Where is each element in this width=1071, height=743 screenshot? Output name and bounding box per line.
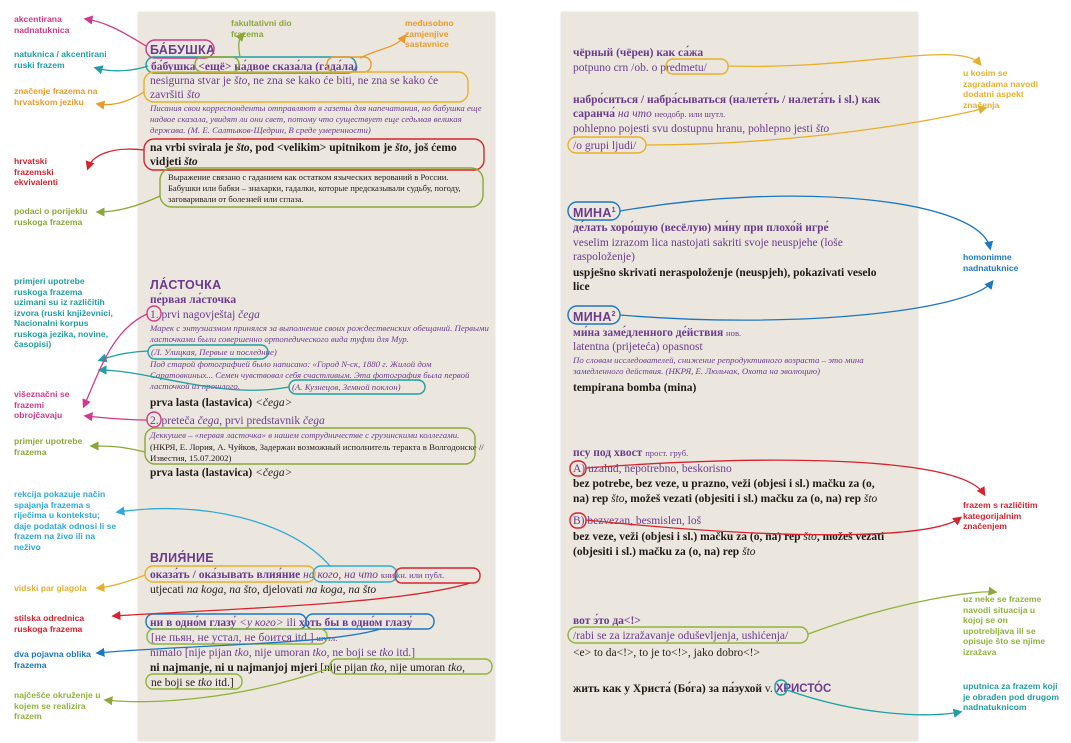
text: оказа́ть / ока́зывать влия́ние	[150, 569, 301, 581]
annotation-headword: akcentirana nadnatuknica	[14, 14, 70, 35]
meaning-b	[573, 514, 701, 528]
context	[151, 631, 337, 645]
text: <čega>	[255, 467, 293, 479]
alternative-part: (гада́ла)	[315, 61, 358, 73]
annotation-polysemy: višeznačni se frazemi obrojčavaju	[14, 389, 70, 420]
usage-example: Марек с энтузиазмом принялся за выполнение своих рождественских обещаний. Первыми ласточками были совершенно ортопедического вида туфли для Мур.	[150, 323, 489, 344]
annotation-examples-sources: primjeri upotrebe ruskoga frazema uzimani su iz različitih izvora (ruski književnici, Nacionalni korpus ruskoga jezika, novine, časopisi)	[14, 276, 113, 349]
text: tko	[379, 647, 394, 659]
text: čega	[238, 309, 260, 321]
text: na) rep	[573, 493, 609, 505]
text: što	[395, 142, 409, 154]
text: , ne zna se kako će biti, ne zna se kako će	[247, 75, 439, 87]
text: жить как у Христа́ (Бо́га) за па́зухой	[573, 683, 763, 695]
meaning-line: raspoloženje)	[573, 251, 635, 263]
text: ne boji se	[151, 677, 196, 689]
croatian-equivalent: uspješno skrivati neraspoloženje (neuspjeh), pokazivati veselo	[573, 267, 877, 279]
text: , još ćemo	[408, 142, 457, 154]
text: , nije umoran	[384, 662, 446, 674]
headword-vliyanie: ВЛИЯ́НИЕ	[150, 551, 214, 565]
text: što	[236, 142, 250, 154]
meaning-line	[150, 646, 415, 660]
meaning-line	[573, 122, 829, 136]
annotation-entry: natuknica / akcentirani ruski frazem	[14, 49, 107, 70]
phrase-babushka	[151, 60, 358, 74]
text: vidjeti	[150, 156, 182, 168]
croatian-equivalent	[150, 141, 457, 155]
phrase-chernyi-kak-sazha: чёрный (чёрен) как са́жа	[573, 47, 704, 59]
text: itd.]	[214, 677, 234, 689]
text: što	[863, 493, 878, 505]
text: preteča	[161, 415, 195, 427]
style-label: неодобр. или шутл.	[654, 109, 726, 119]
text: uzalud, nepotrebno, beskorisno	[588, 463, 732, 475]
croatian-equivalent	[150, 155, 198, 169]
text: (objesiti i sl.) mačku za (o, na) rep	[573, 546, 740, 558]
text: što	[186, 89, 201, 101]
text: , možeš vezati (objesiti i sl.) mačku za (o, na) rep	[624, 493, 861, 505]
text: što	[742, 546, 756, 558]
headword-mina-2	[573, 308, 616, 324]
annotation-equivalents: hrvatski frazemski ekvivalenti	[14, 156, 58, 187]
text: tko	[312, 647, 327, 659]
text: prva lasta (lastavica)	[150, 467, 253, 479]
annotation-origin: podaci o porijeklu ruskoga frazema	[14, 206, 88, 227]
annotation-interchangeable: međusobno zamjenjive sastavnice	[405, 18, 454, 49]
croatian-equivalent	[573, 492, 877, 506]
phrase-nabrositsya: набро́ситься / набра́сываться (налете́ть / налета́ть i sl.) как	[573, 94, 881, 106]
aspect-note: /ob. o predmetu/	[631, 62, 707, 74]
government: на кого, на что	[303, 569, 379, 581]
text: na vrbi svirala je	[150, 142, 234, 154]
text: nimalo [nije pijan	[150, 647, 232, 659]
government: на что	[617, 108, 652, 120]
optional-part: <ещё>	[198, 61, 232, 73]
phrase-okazat-vliyanie	[150, 568, 444, 582]
annotation-aspect-pair: vidski par glagola	[14, 583, 87, 593]
text: МИНА	[573, 206, 612, 221]
croatian-equivalent	[573, 545, 756, 559]
text: čega	[197, 415, 220, 427]
headword-babushka: БА́БУШКА	[150, 43, 216, 57]
text: псу под хвост	[573, 447, 643, 459]
croatian-equivalent	[573, 530, 884, 544]
usage-example: Писания свои корреспонденты отправляют в газеты для напечатания, но бабушка еще надвое сказала, увидят ли они свет, потому что существует еще седьмая великая держава. (М. Е. Салтыков-Щедрин, В среде умеренности)	[150, 103, 482, 135]
text: , nije umoran	[248, 647, 310, 659]
phrase-pervaya-lastochka: пе́рвая ла́сточка	[150, 294, 237, 306]
annotation-situation: uz neke se frazeme navodi situacija u kojoj se on upotrebljava ili se opisuje što se njime izražava	[963, 594, 1046, 657]
text: , prvi predstavnik	[219, 415, 301, 427]
text: završiti	[150, 89, 184, 101]
text: pohlepno pojesti svu dostupnu hranu, pohlepno jesti	[573, 123, 813, 135]
text: što	[234, 75, 248, 87]
meaning-line	[573, 61, 707, 75]
text: , možeš vezati	[816, 531, 885, 543]
usage-source: (А. Кузнецов, Земной поклон)	[292, 382, 401, 392]
text: bezvezan, besmislen, loš	[587, 515, 702, 527]
text: na koga, na što	[305, 584, 377, 596]
headword-mina-1	[573, 204, 616, 220]
text: što	[803, 531, 817, 543]
text: tko	[448, 662, 463, 674]
text: utjecati	[150, 584, 184, 596]
style-label: шутл.	[316, 633, 338, 643]
text: <у кого>	[239, 617, 284, 629]
annotation-categorial: frazem s različitim kategorijalnim značenjem	[963, 500, 1038, 531]
meaning-2	[150, 414, 325, 428]
text: tko	[234, 647, 249, 659]
text: ми́на заме́дленного де́йствия	[573, 327, 724, 339]
text: tko	[370, 662, 385, 674]
usage-source: (НКРЯ, Е. Лория, А. Чуйков, Задержан возможный исполнитель теракта в Волгодонске // Известия, 15.07.2002)	[150, 442, 484, 463]
text: саранча́	[573, 108, 616, 120]
text: ni najmanje, ni u najmanjoj mjeri	[150, 662, 318, 674]
annotation-cross-reference: uputnica za frazem koji je obrađen pod drugom nadnatuknicom	[963, 681, 1059, 712]
style-label: нов.	[726, 328, 742, 338]
text: ни в одно́м глазу́	[150, 617, 237, 629]
phrase-part: на́двое сказа́ла	[234, 61, 313, 73]
croatian-equivalent	[150, 396, 292, 410]
usage-source: (Л. Улицкая, Первые и последние)	[151, 347, 277, 357]
phrase-vot-eto-da: вот э́то да<!>	[573, 615, 641, 627]
phrase-psu-pod-khvost	[573, 446, 688, 460]
phrase-part: ба́бушка	[151, 61, 196, 73]
text: <čega>	[255, 397, 293, 409]
text: što	[184, 156, 198, 168]
usage-example: Под старой фотографией было написано: «Город N-ск, 1880 г. Жилой дом Саратовкиных... Семен чувствовал себя счастливым. Эта фотография была первой ласточкой из прошлого.	[150, 359, 470, 391]
text: nesigurna stvar je	[150, 75, 232, 87]
sense-label: B)	[573, 515, 585, 527]
text: , ne boji se	[326, 647, 377, 659]
text: prvi nagovještaj	[161, 309, 236, 321]
sense-number: 2.	[150, 415, 159, 427]
meaning-line	[150, 88, 200, 102]
superscript: 1	[611, 207, 616, 214]
croatian-equivalent	[150, 661, 465, 675]
meaning-line: latentna (prijeteća) opasnost	[573, 341, 703, 353]
style-label: книжн. или публ.	[380, 570, 445, 580]
text: čega	[302, 415, 325, 427]
annotation-two-forms: dva pojavna oblika frazema	[14, 649, 91, 670]
text: na koga, na što	[186, 584, 257, 596]
aspect-note: /o grupi ljudi/	[573, 140, 637, 152]
annotation-optional-part: fakultativni dio frazema	[231, 18, 292, 39]
meaning-line	[150, 583, 376, 597]
text: хоть бы в одно́м глазу́	[298, 617, 413, 629]
phrase-zhit-kak-u-khrista	[573, 682, 831, 696]
text: tko	[197, 677, 213, 689]
style-label: прост. груб.	[645, 448, 689, 458]
text: , djelovati	[257, 584, 303, 596]
text: što	[611, 493, 625, 505]
superscript: 2	[611, 311, 616, 318]
usage-example: По словам исследователей, снижение репродуктивного возраста – это мина замедленного действия. (НКРЯ, Е. Люльчак, Охота на эволюцию)	[573, 355, 864, 376]
phrase-continuation	[573, 107, 725, 121]
annotation-homonyms: homonimne nadnatuknice	[963, 252, 1019, 273]
cross-reference-marker: v.	[764, 683, 773, 695]
croatian-equivalent	[150, 466, 292, 480]
text: bez veze, veži (objesi i sl.) mačku za (o, na) rep	[573, 531, 801, 543]
meaning-a	[573, 462, 732, 476]
phrase-delat-minu: де́лать хоро́шую (весёлую) ми́ну при плохо́й игре́	[573, 222, 829, 234]
croatian-equivalent: <e> to da<!>, to je to<!>, jako dobro<!>	[573, 647, 760, 659]
meaning-line	[150, 74, 438, 88]
annotation-government: rekcija pokazuje način spajanja frazema s riječima u kontekstu; daje podatak odnosi li se frazem na živo ili na neživo	[14, 489, 117, 552]
annotation-context: najčešće okruženje u kojem se realizira frazem	[14, 690, 101, 721]
sense-number: 1.	[150, 309, 159, 321]
croatian-equivalent	[151, 676, 234, 690]
sense-label: A)	[573, 463, 586, 475]
text: [не пьян, не устал, не боится itd.]	[151, 632, 314, 644]
text: , pod <velikim> upitnikom je	[249, 142, 393, 154]
meaning-1	[150, 308, 260, 322]
text: prva lasta (lastavica)	[150, 397, 253, 409]
text: [nije pijan	[320, 662, 368, 674]
origin-note: Выражение связано с гаданием как остатком языческих верований в России. Бабушки или бабки – знахарки, гадалки, которые предсказывали судьбу, погоду, заговаривали от болезней или сглаза.	[168, 172, 461, 204]
phrase-ni-v-odnom-glazu	[150, 616, 412, 630]
situation-note: /rabi se za izražavanje oduševljenja, ushićenja/	[573, 630, 789, 642]
annotation-slash-brackets: u kosim se zagradama navodi dodatni aspekt značenja	[963, 68, 1038, 110]
text: itd.]	[396, 647, 416, 659]
croatian-equivalent: lice	[573, 281, 590, 293]
annotation-meaning: značenje frazema na hrvatskom jeziku	[14, 86, 98, 107]
croatian-equivalent: tempirana bomba (mina)	[573, 382, 697, 394]
croatian-equivalent: bez potrebe, bez veze, u prazno, veži (objesi i sl.) mačku za (o,	[573, 478, 875, 490]
headword-lastochka: ЛА́СТОЧКА	[150, 278, 222, 292]
meaning-line: veselim izrazom lica nastojati sakriti svoje neuspjehe (loše	[573, 237, 843, 249]
text: potpuno crn	[573, 62, 629, 74]
cross-reference-headword: ХРИСТО́С	[775, 683, 832, 695]
usage-example: Деккушев – «первая ласточка» в нашем сотрудничестве с грузинскими коллегами.	[150, 430, 460, 440]
annotation-usage: primjer upotrebe frazema	[14, 436, 83, 457]
text: ,	[462, 662, 465, 674]
text: što	[815, 123, 830, 135]
phrase-mina-zamedlennogo	[573, 326, 741, 340]
annotation-style-label: stilska odrednica ruskoga frazema	[14, 613, 85, 634]
text: ili	[286, 617, 297, 629]
text: МИНА	[573, 310, 612, 325]
